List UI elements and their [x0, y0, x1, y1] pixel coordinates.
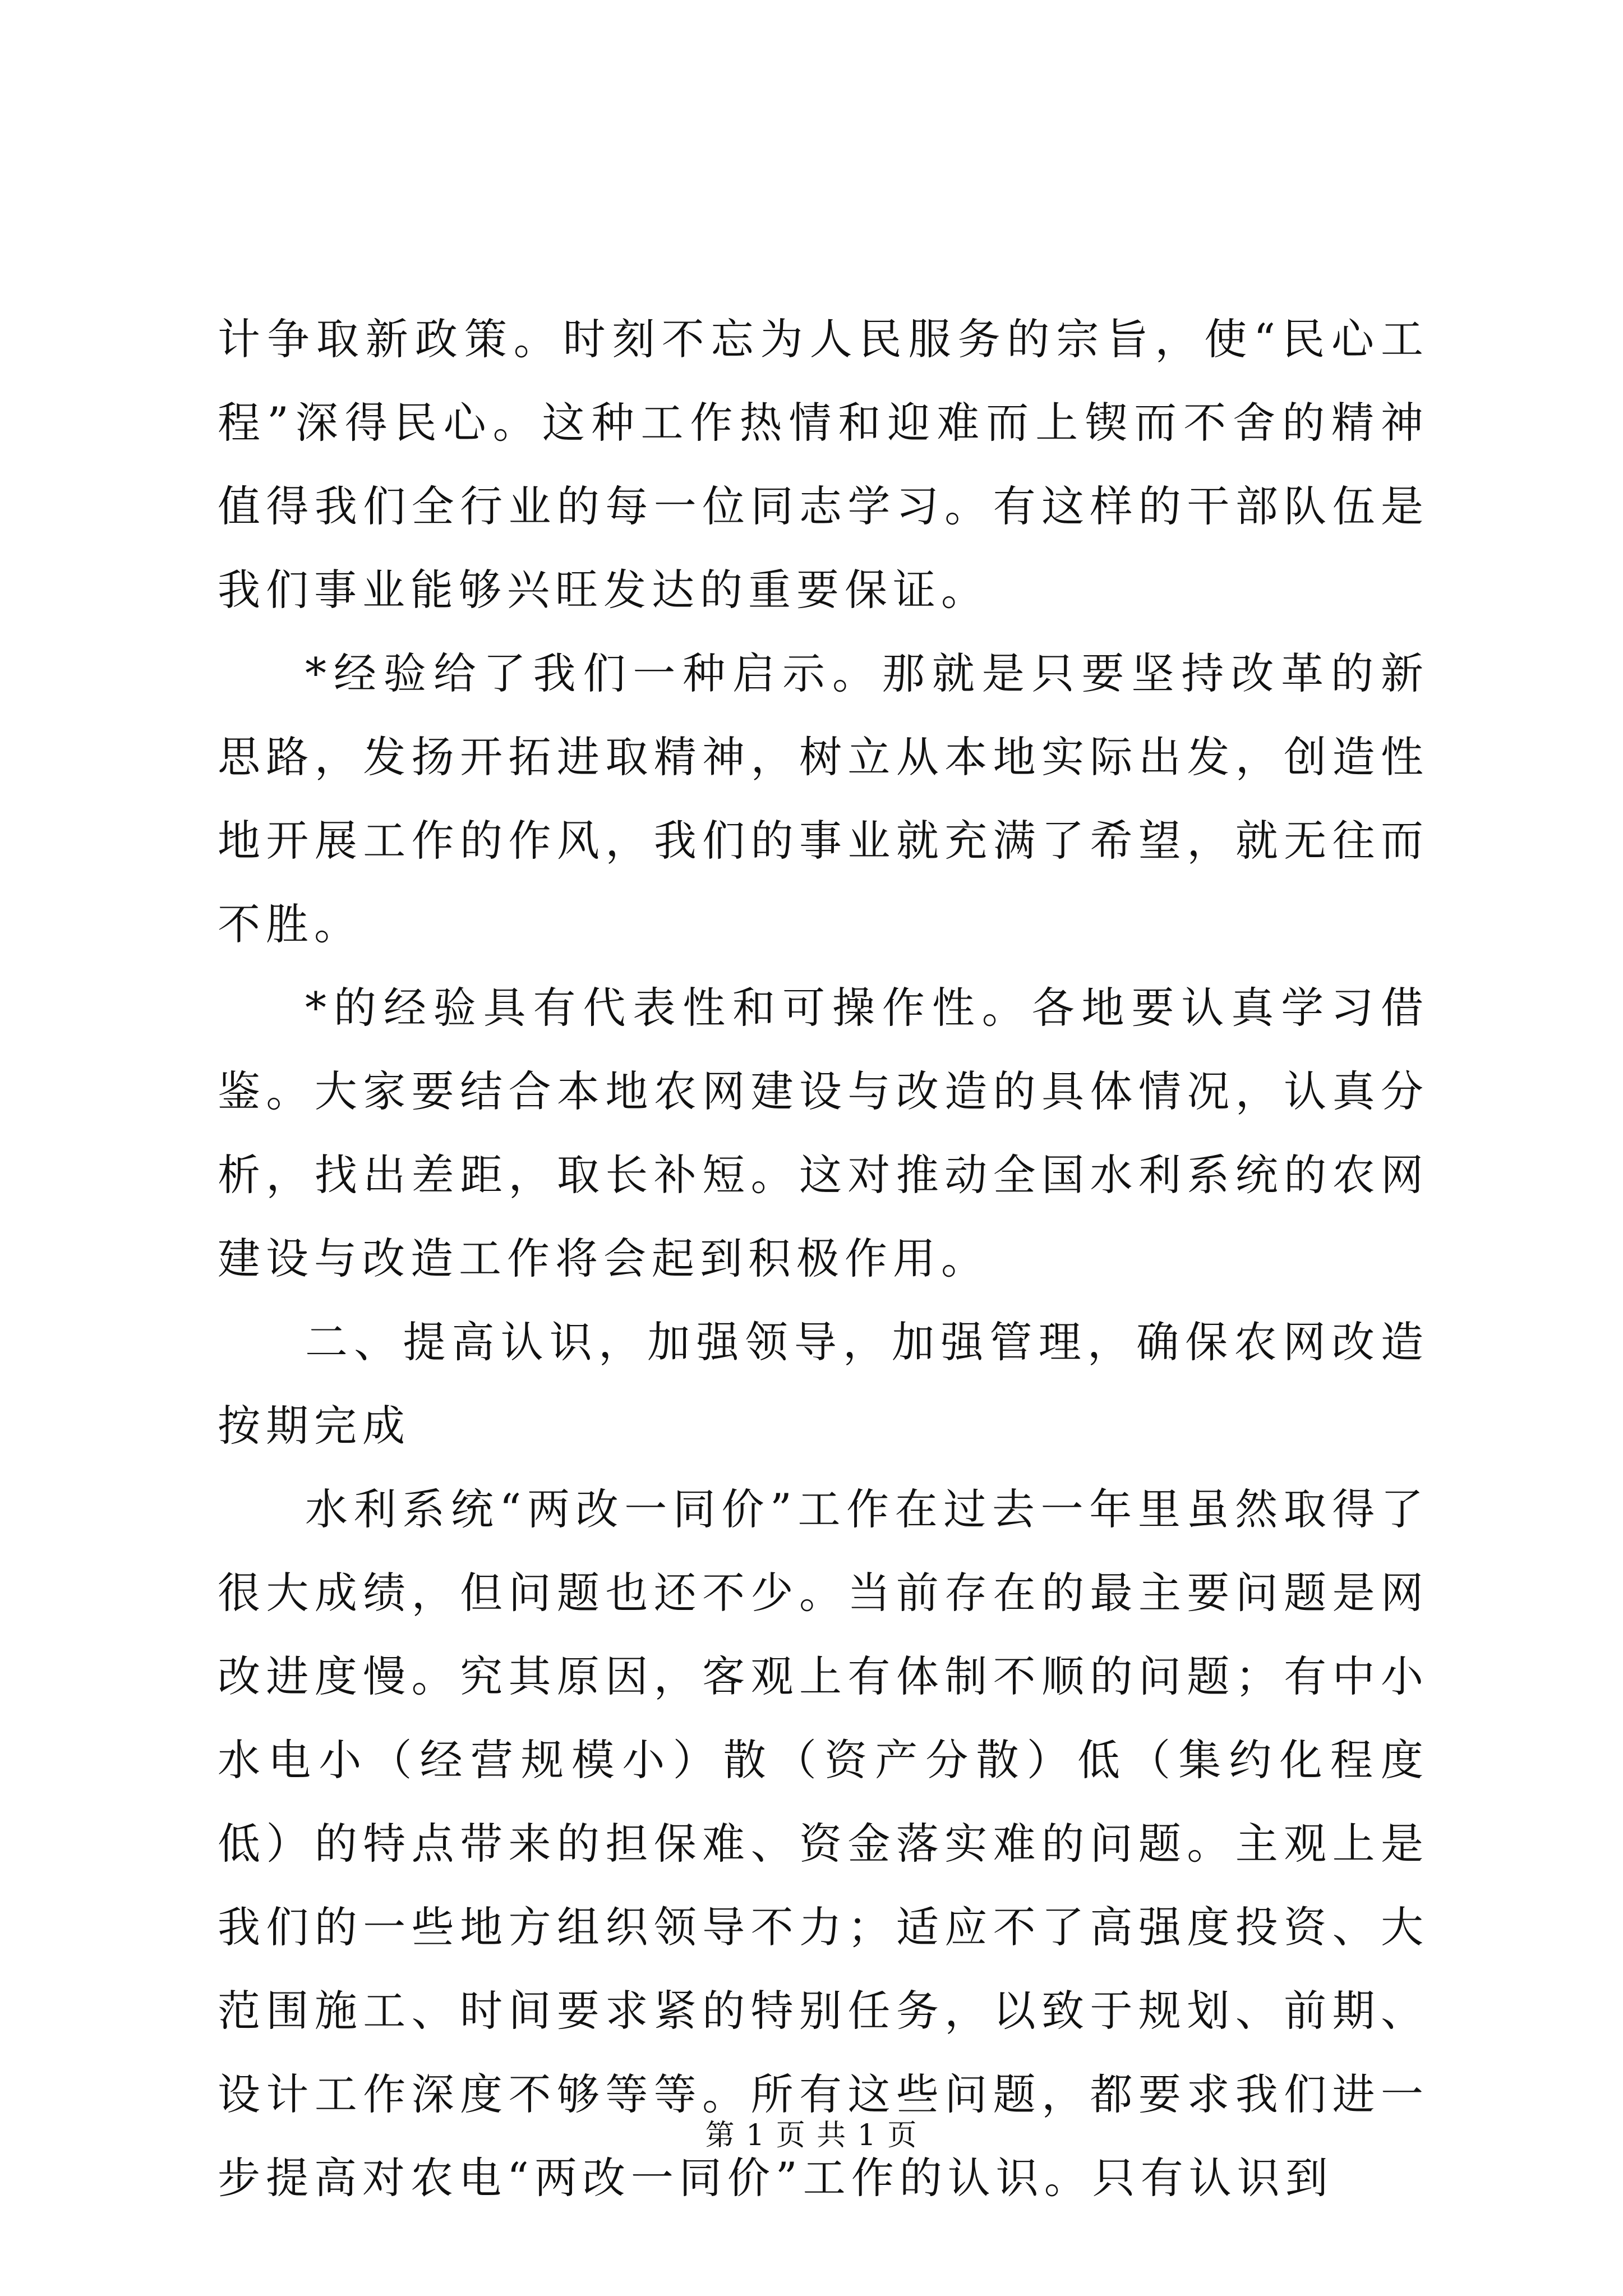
section-heading-two: 二、提高认识，加强领导，加强管理，确保农网改造按期完成	[218, 1317, 1429, 1451]
page-footer	[0, 2116, 1623, 2155]
document-body	[218, 297, 1429, 2220]
paragraph-continuation: 计争取新政策。时刻不忘为人民服务的宗旨，使“民心工程”深得民心。这种工作热情和迎难而上锲而不舍的精神值得我们全行业的每一位同志学习。有这样的干部队伍是我们事业能够兴旺发达的重要保证。	[218, 314, 1429, 615]
paragraph-problems: 水利系统“两改一同价”工作在过去一年里虽然取得了很大成绩，但问题也还不少。当前存在的最主要问题是网改进度慢。究其原因，客观上有体制不顺的问题；有中小水电小（经营规模小）散（资产分散）低（集约化程度低）的特点带来的担保难、资金落实难的问题。主观上是我们的一些地方组织领导不力；适应不了高强度投资、大范围施工、时间要求紧的特别任务，以致于规划、前期、设计工作深度不够等等。所有这些问题，都要求我们进一步提高对农电“两改一同价”工作的认识。只有认识到	[218, 1484, 1429, 2203]
page-number-label: 第 1 页 共 1 页	[705, 2119, 918, 2152]
paragraph-experience-representative: *的经验具有代表性和可操作性。各地要认真学习借鉴。大家要结合本地农网建设与改造的具体情况，认真分析，找出差距，取长补短。这对推动全国水利系统的农网建设与改造工作将会起到积极作用。	[218, 983, 1429, 1283]
paragraph-experience-revelation: *经验给了我们一种启示。那就是只要坚持改革的新思路，发扬开拓进取精神，树立从本地实际出发，创造性地开展工作的作风，我们的事业就充满了希望，就无往而不胜。	[218, 648, 1429, 949]
